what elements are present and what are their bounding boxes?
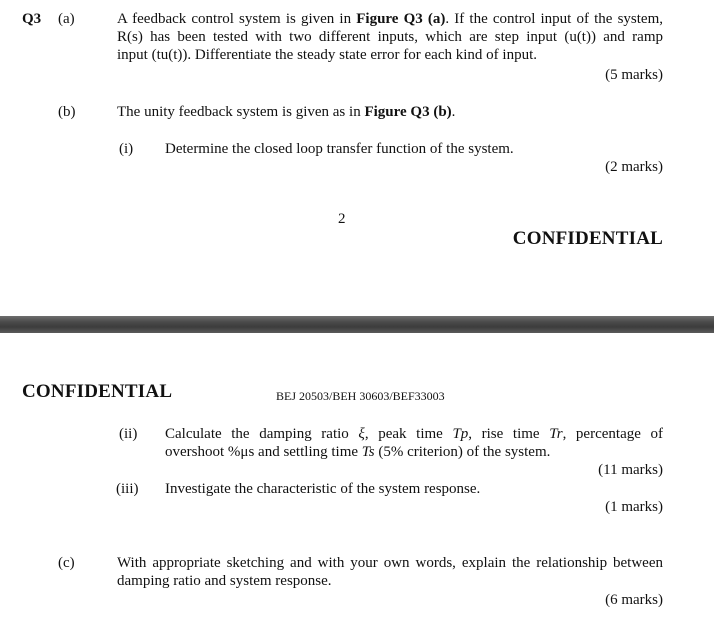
- part-a-label: (a): [58, 11, 75, 27]
- header-course-code: BEJ 20503/BEH 30603/BEF33003: [276, 389, 445, 403]
- footer-confidential: CONFIDENTIAL: [512, 228, 663, 249]
- part-c-label: (c): [58, 555, 75, 571]
- part-a-line-1: A feedback control system is given in Figure Q3 (a). If the control input of the system,: [117, 11, 663, 27]
- part-b-ii-marks: (11 marks): [598, 462, 663, 478]
- peak-time-symbol: Tp: [452, 426, 469, 442]
- part-c-marks: (6 marks): [605, 592, 663, 608]
- header-confidential: CONFIDENTIAL: [22, 381, 173, 402]
- settling-time-symbol: Ts: [361, 444, 375, 460]
- rise-time-symbol: Tr: [549, 426, 563, 442]
- part-a-line-3: input (tu(t)). Differentiate the steady state error for each kind of input.: [117, 47, 537, 63]
- page-number: 2: [338, 211, 346, 227]
- page-separator: [0, 316, 714, 333]
- part-b-ii-label: (ii): [119, 426, 138, 442]
- question-number: Q3: [22, 11, 42, 27]
- part-b-i-label: (i): [119, 141, 134, 157]
- part-b-i-marks: (2 marks): [605, 159, 663, 175]
- part-a-line-2: R(s) has been tested with two different inputs, which are step input (u(t)) and ramp: [117, 29, 663, 45]
- part-b-ii-text: [165, 425, 663, 461]
- part-b-ii-line-2: overshoot %μs and settling time Ts (5% criterion) of the system.: [165, 444, 551, 460]
- part-b-iii-text: Investigate the characteristic of the system response.: [165, 481, 481, 497]
- part-b-label: (b): [58, 104, 76, 120]
- part-a-text: [117, 10, 663, 64]
- part-a-marks: (5 marks): [605, 67, 663, 83]
- part-b-iii-marks: (1 marks): [605, 499, 663, 515]
- part-c-line-1: With appropriate sketching and with your own words, explain the relationship between: [117, 555, 663, 571]
- part-b-text: The unity feedback system is given as in Figure Q3 (b).: [117, 104, 456, 120]
- part-c-line-2: damping ratio and system response.: [117, 573, 332, 589]
- zeta-symbol: ξ: [358, 426, 365, 442]
- part-c-text: [117, 554, 663, 590]
- part-b-ii-line-1: Calculate the damping ratio ξ, peak time Tp, rise time Tr, percentage of: [165, 426, 663, 442]
- part-b-iii-label: (iii): [116, 481, 139, 497]
- part-b-i-text: Determine the closed loop transfer function of the system.: [165, 141, 514, 157]
